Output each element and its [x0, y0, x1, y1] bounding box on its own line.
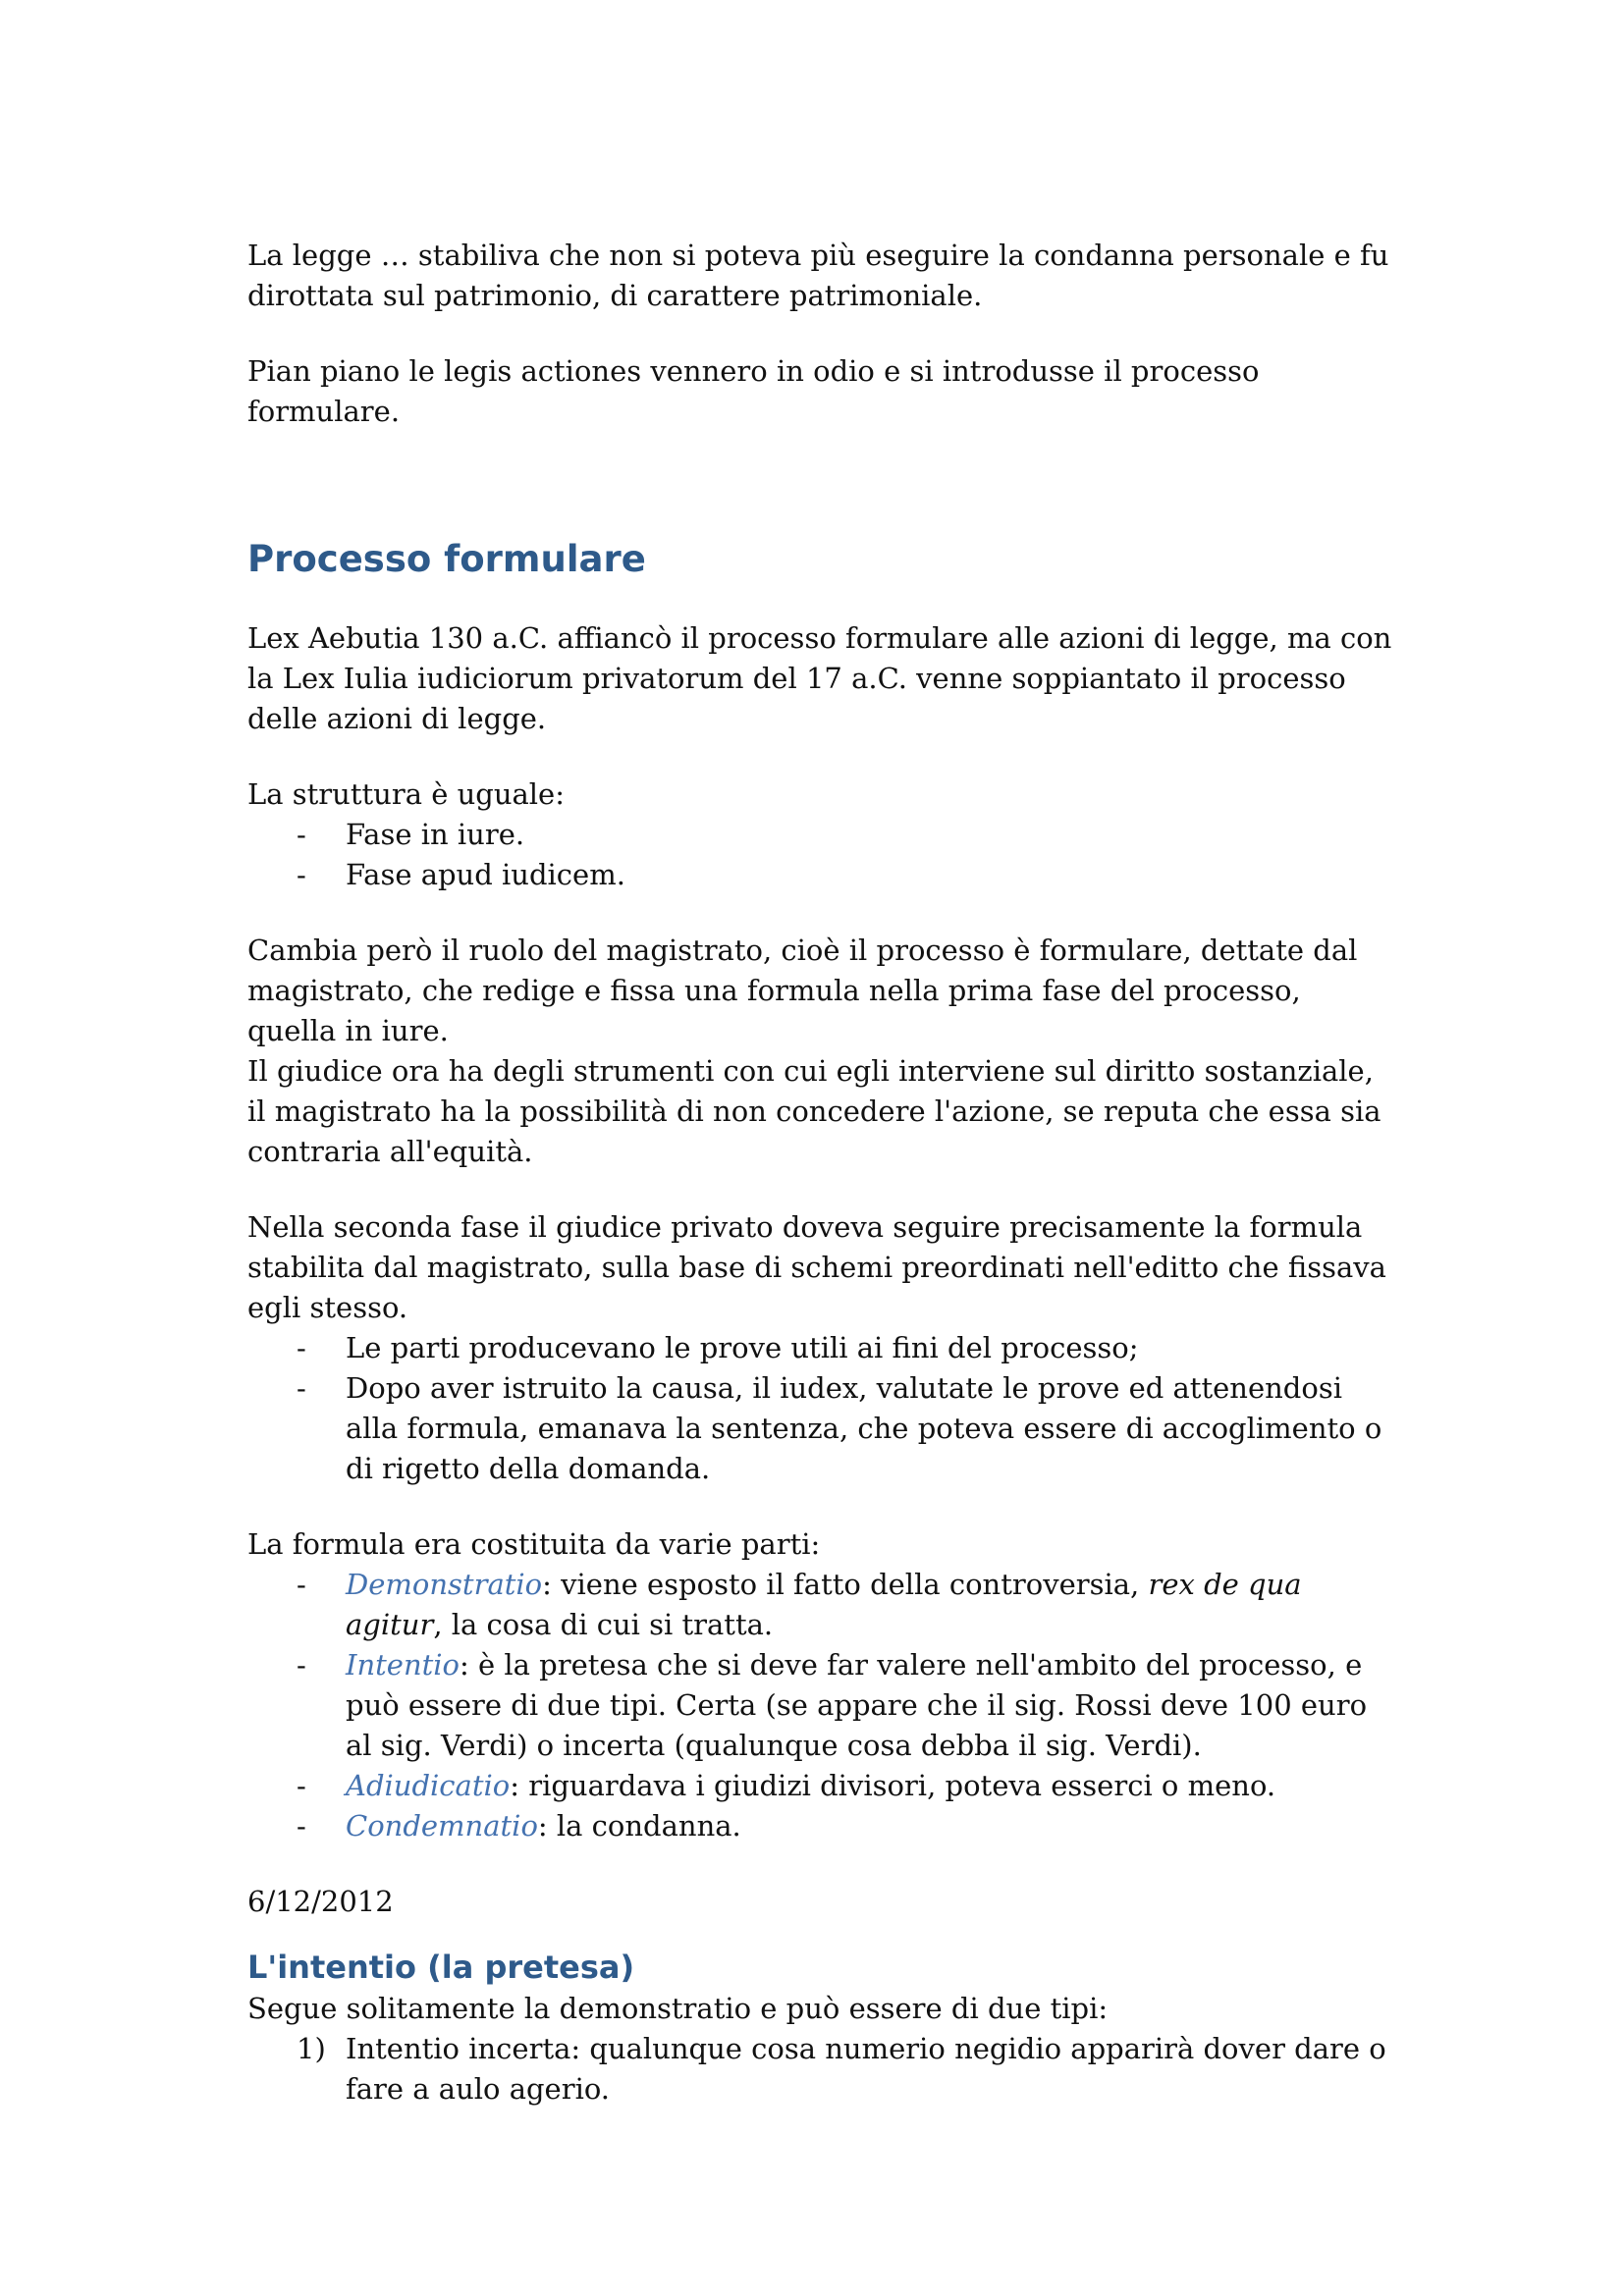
dash-bullet: -: [297, 1648, 306, 1682]
dash-bullet: -: [297, 858, 306, 891]
section1-paragraph-2: Cambia però il ruolo del magistrato, cioè il processo è formulare, dettate dal magistrato, che redige e fissa una formula nella prima fase del processo, quella in iure.: [247, 934, 1358, 1047]
dash-bullet: -: [297, 1568, 306, 1601]
list-item: - Intentio: è la pretesa che si deve far valere nell'ambito del processo, e può essere di due tipi. Certa (se appare che il sig. Rossi deve 100 euro al sig. Verdi) o incerta (qualunque cosa debba il sig. Verdi).: [247, 1645, 1396, 1766]
section1-paragraph-4: Nella seconda fase il giudice privato doveva seguire precisamente la formula stabilita dal magistrato, sulla base di schemi preordinati nell'editto che fissava egli stesso.: [247, 1210, 1386, 1324]
dash-bullet: -: [297, 1809, 306, 1842]
dash-bullet: -: [297, 1371, 306, 1405]
structure-list: [247, 815, 1396, 895]
page-content: [247, 236, 1396, 2109]
list-item: - Dopo aver istruito la causa, il iudex, valutate le prove ed attenendosi alla formula, emanava la sentenza, che poteva essere di accoglimento o di rigetto della domanda.: [247, 1368, 1396, 1489]
number-marker: 1): [297, 2032, 326, 2065]
latin-phrase: rex de qua agitur: [346, 1568, 1302, 1641]
intro-paragraph-1: La legge … stabiliva che non si poteva più eseguire la condanna personale e fu dirottata sul patrimonio, di carattere patrimoniale.: [247, 239, 1389, 312]
dash-bullet: -: [297, 818, 306, 851]
section1-paragraph-3: Il giudice ora ha degli strumenti con cui egli interviene sul diritto sostanziale, il magistrato ha la possibilità di non concedere l'azione, se reputa che essa sia contraria all'equità.: [247, 1054, 1381, 1168]
intro-paragraph-2: Pian piano le legis actiones vennero in odio e si introdusse il processo formulare.: [247, 354, 1260, 428]
dash-bullet: -: [297, 1331, 306, 1364]
list-item: - Fase in iure.: [247, 815, 1396, 855]
list-item: - Fase apud iudicem.: [247, 855, 1396, 895]
structure-intro: La struttura è uguale:: [247, 777, 565, 811]
phase-list: [247, 1328, 1396, 1489]
section2-paragraph-1: Segue solitamente la demonstratio e può essere di due tipi:: [247, 1992, 1109, 2025]
section-heading-intentio: L'intentio (la pretesa): [247, 1949, 635, 1986]
term-intentio: Intentio: [346, 1648, 460, 1682]
intentio-list: [247, 2029, 1396, 2109]
term-condemnatio: Condemnatio: [346, 1809, 538, 1842]
list-item: - Condemnatio: la condanna.: [247, 1806, 1396, 1846]
dash-bullet: -: [297, 1769, 306, 1802]
formula-parts-list: [247, 1565, 1396, 1846]
section-heading-processo-formulare: Processo formulare: [247, 538, 646, 580]
date-line: 6/12/2012: [247, 1885, 394, 1918]
formula-intro: La formula era costituita da varie parti:: [247, 1527, 821, 1561]
list-item: - Le parti producevano le prove utili ai fini del processo;: [247, 1328, 1396, 1368]
list-item: - Demonstratio: viene esposto il fatto della controversia, rex de qua agitur, la cosa di cui si tratta.: [247, 1565, 1396, 1645]
list-item: 1) Intentio incerta: qualunque cosa numerio negidio apparirà dover dare o fare a aulo agerio.: [247, 2029, 1396, 2109]
section1-paragraph-1: Lex Aebutia 130 a.C. affiancò il processo formulare alle azioni di legge, ma con la Lex Iulia iudiciorum privatorum del 17 a.C. venne soppiantato il processo delle azioni di legge.: [247, 621, 1392, 735]
term-adiudicatio: Adiudicatio: [346, 1769, 511, 1802]
list-item: - Adiudicatio: riguardava i giudizi divisori, poteva esserci o meno.: [247, 1766, 1396, 1806]
term-demonstratio: Demonstratio: [346, 1568, 543, 1601]
